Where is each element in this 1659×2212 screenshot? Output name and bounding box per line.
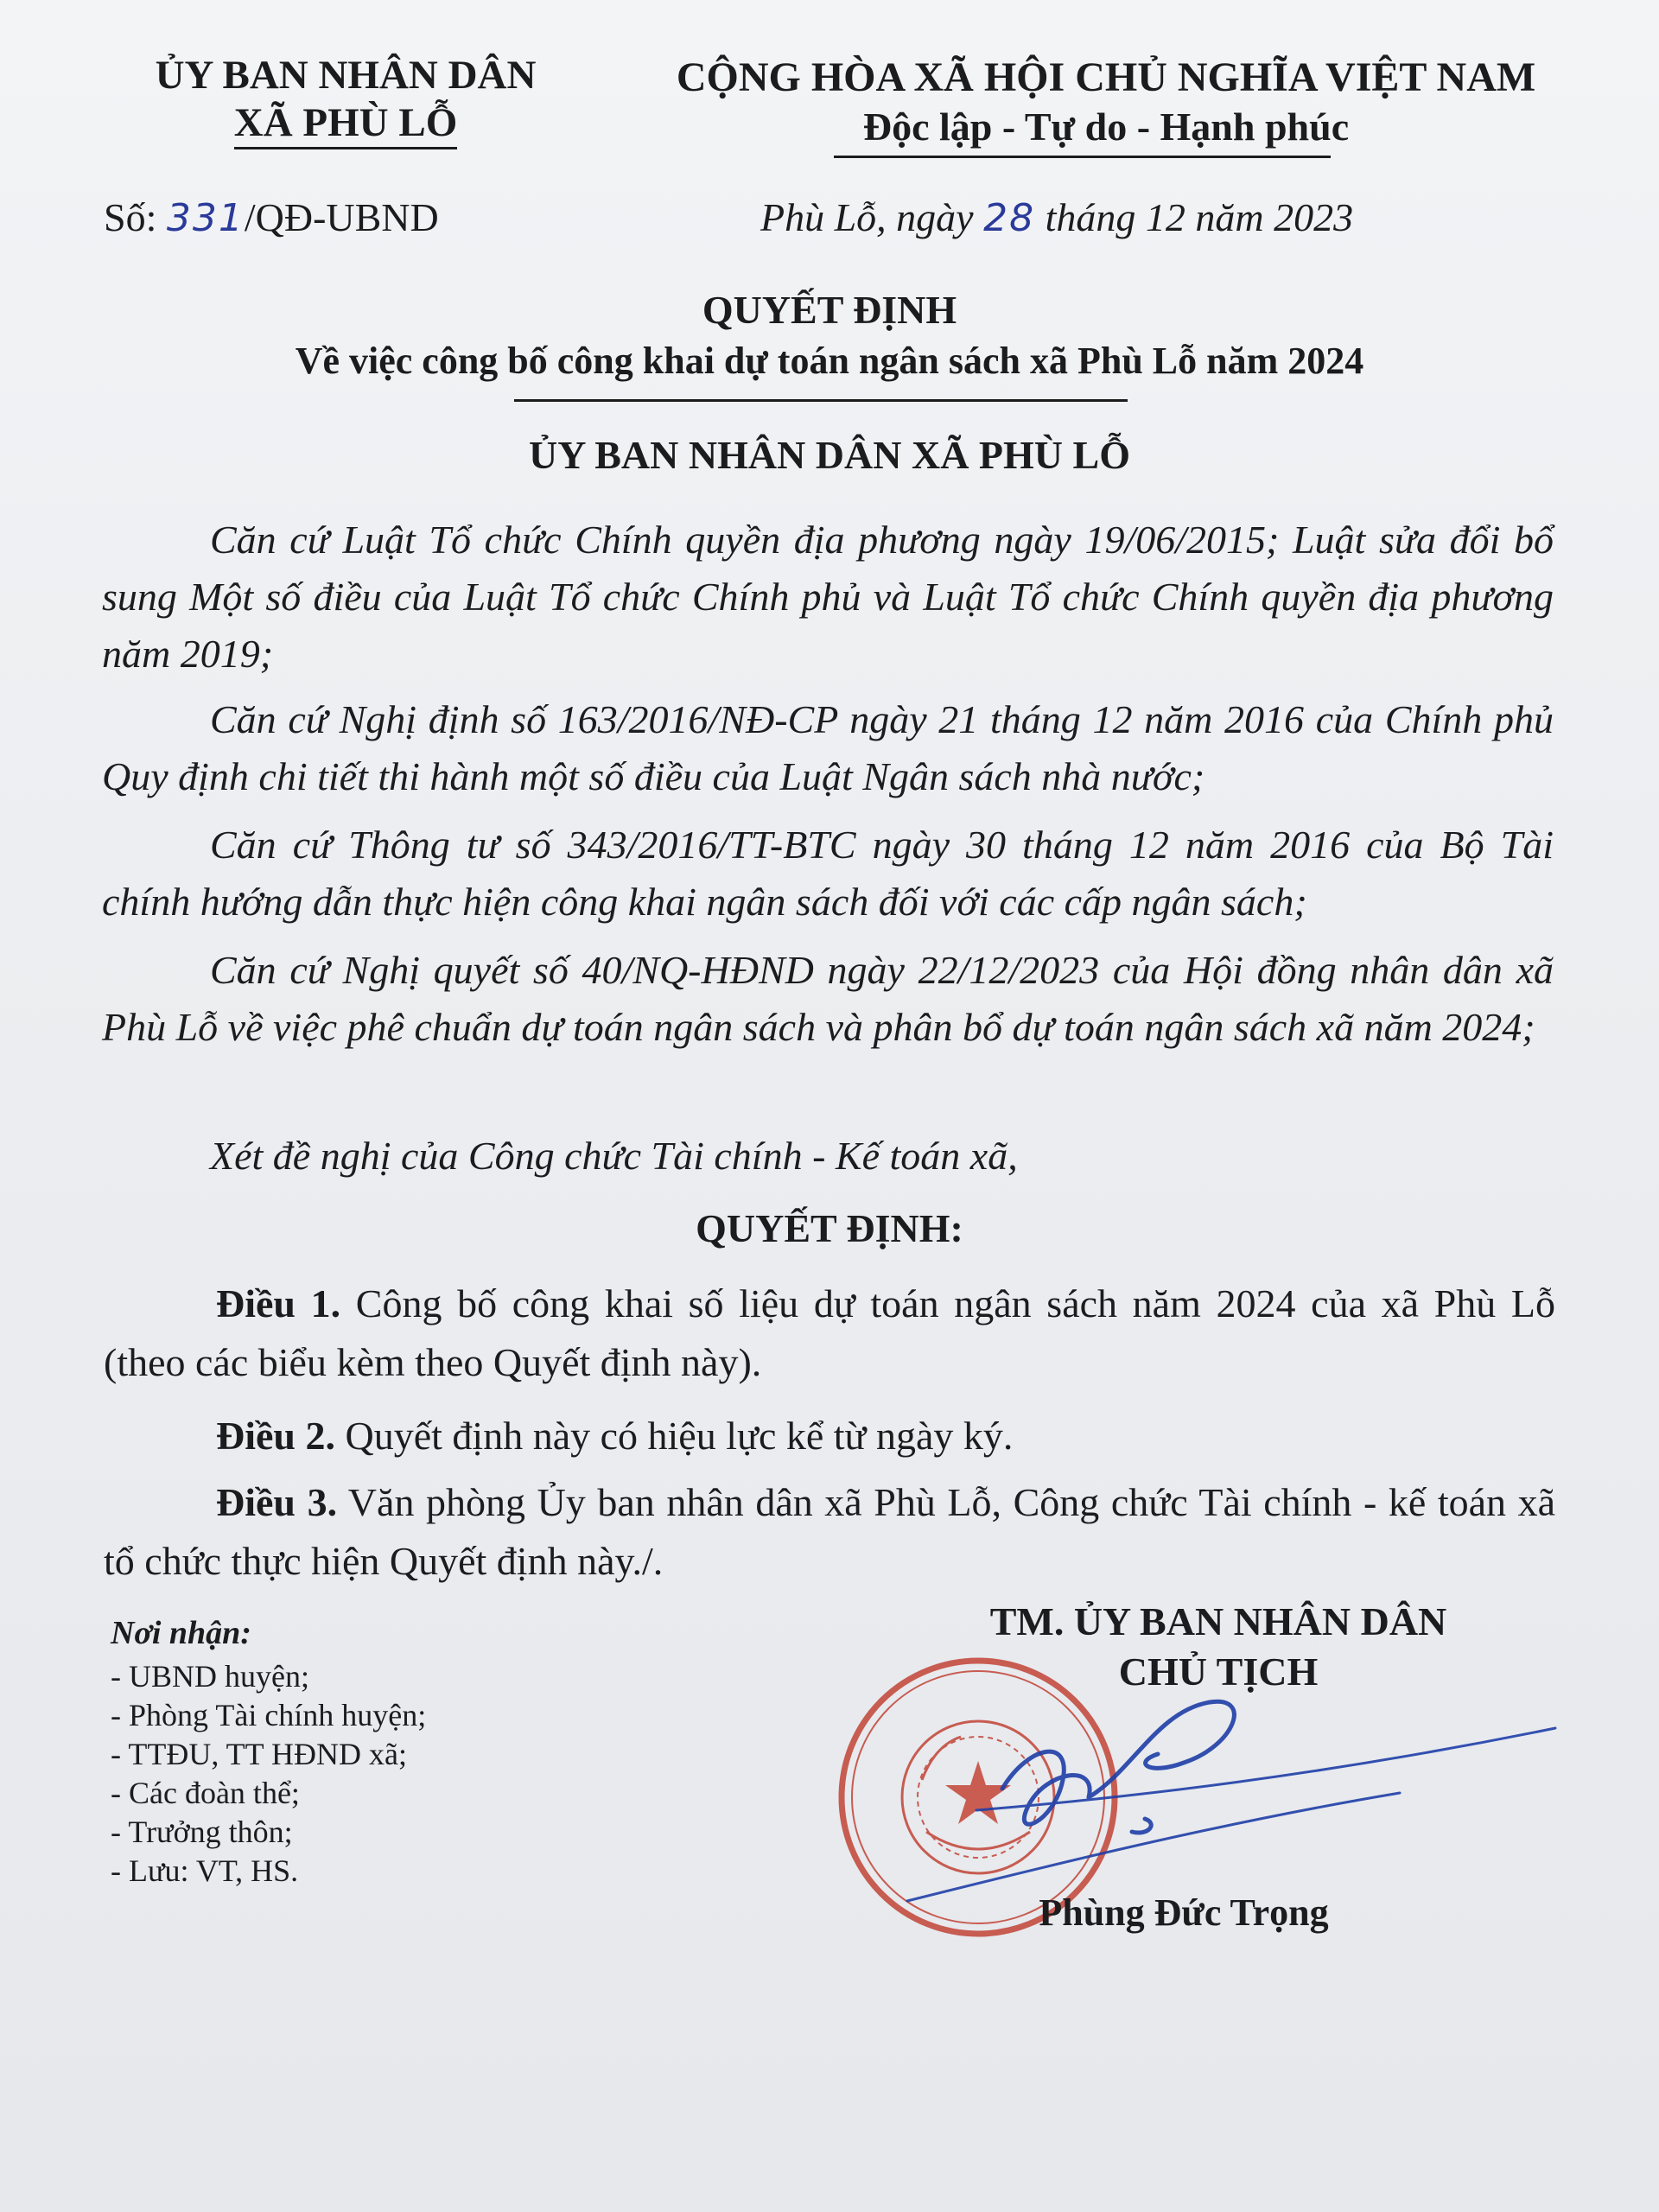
preamble-text: Căn cứ Thông tư số 343/2016/TT-BTC ngày 30 tháng 12 năm 2016 của Bộ Tài chính hướng dẫn thực hiện công khai ngân sách đối với các cấp ngân sách; xyxy=(102,823,1554,924)
handwritten-signature xyxy=(873,1694,1581,1918)
issuing-authority-line2 xyxy=(95,99,596,146)
article-text: Văn phòng Ủy ban nhân dân xã Phù Lỗ, Công chức Tài chính - kế toán xã tổ chức thực hiện Quyết định này./. xyxy=(104,1480,1556,1583)
number-suffix: /QĐ-UBND xyxy=(244,195,439,239)
issuing-authority-line1: ỦY BAN NHÂN DÂN xyxy=(155,53,537,98)
preamble-text: Căn cứ Luật Tổ chức Chính quyền địa phương ngày 19/06/2015; Luật sửa đổi bổ sung Một số điều của Luật Tổ chức Chính phủ và Luật Tổ chức Chính quyền địa phương năm 2019; xyxy=(102,518,1554,676)
preamble-paragraph xyxy=(102,817,1554,931)
recipient-item: - UBND huyện; xyxy=(111,1659,309,1694)
issue-date xyxy=(760,194,1353,240)
article-text: Quyết định này có hiệu lực kể từ ngày ký. xyxy=(335,1414,1014,1458)
article-label: Điều 1. xyxy=(216,1281,341,1325)
issuing-authority-commune: XÃ PHÙ LỖ xyxy=(234,100,458,149)
handwritten-number: 331 xyxy=(166,196,245,240)
motto-underline xyxy=(834,156,1331,158)
signatory-title: CHỦ TỊCH xyxy=(1118,1649,1319,1694)
decision-authority: ỦY BAN NHÂN DÂN XÃ PHÙ LỖ xyxy=(529,433,1130,477)
signatory-name: Phùng Đức Trọng xyxy=(1039,1891,1329,1934)
article-3 xyxy=(104,1473,1555,1591)
article-label: Điều 3. xyxy=(216,1480,338,1524)
recipients-list xyxy=(111,1657,426,1891)
recipient-item: - Trưởng thôn; xyxy=(111,1815,293,1849)
document-title: QUYẾT ĐỊNH xyxy=(702,288,957,332)
recipient-item: - Các đoàn thể; xyxy=(111,1776,300,1810)
decision-heading: QUYẾT ĐỊNH: xyxy=(696,1206,963,1250)
national-motto: Độc lập - Tự do - Hạnh phúc xyxy=(862,105,1350,149)
national-title: CỘNG HÒA XÃ HỘI CHỦ NGHĨA VIỆT NAM xyxy=(676,54,1536,100)
number-prefix: Số: xyxy=(104,195,157,239)
recipient-item: - Phòng Tài chính huyện; xyxy=(111,1698,427,1732)
recipient-item: - TTĐU, TT HĐND xã; xyxy=(111,1737,407,1771)
recipient-item: - Lưu: VT, HS. xyxy=(111,1853,299,1888)
subtitle-underline xyxy=(514,399,1128,402)
article-2 xyxy=(104,1407,1555,1465)
preamble-paragraph xyxy=(102,942,1554,1056)
document-subtitle: Về việc công bố công khai dự toán ngân sách xã Phù Lỗ năm 2024 xyxy=(295,340,1364,382)
article-1 xyxy=(104,1274,1555,1392)
date-prefix: Phù Lỗ, ngày xyxy=(760,195,974,239)
document-number xyxy=(104,194,439,240)
date-suffix: tháng 12 năm 2023 xyxy=(1045,195,1354,239)
preamble-paragraph xyxy=(102,691,1554,805)
recipients-title: Nơi nhận: xyxy=(111,1615,251,1651)
preamble-text: Căn cứ Nghị quyết số 40/NQ-HĐND ngày 22/12/2023 của Hội đồng nhân dân xã Phù Lỗ về việc phê chuẩn dự toán ngân sách và phân bổ dự toán ngân sách xã năm 2024; xyxy=(102,948,1554,1049)
article-text: Công bố công khai số liệu dự toán ngân sách năm 2024 của xã Phù Lỗ (theo các biểu kèm theo Quyết định này). xyxy=(104,1281,1556,1384)
preamble-paragraph xyxy=(102,512,1554,683)
handwritten-day: 28 xyxy=(983,196,1036,240)
signatory-organization: TM. ỦY BAN NHÂN DÂN xyxy=(989,1599,1447,1643)
preamble-text: Xét đề nghị của Công chức Tài chính - Kế toán xã, xyxy=(210,1134,1018,1178)
preamble-text: Căn cứ Nghị định số 163/2016/NĐ-CP ngày 21 tháng 12 năm 2016 của Chính phủ Quy định chi tiết thi hành một số điều của Luật Ngân sách nhà nước; xyxy=(102,697,1554,798)
article-label: Điều 2. xyxy=(216,1414,335,1458)
preamble-paragraph xyxy=(102,1128,1554,1185)
